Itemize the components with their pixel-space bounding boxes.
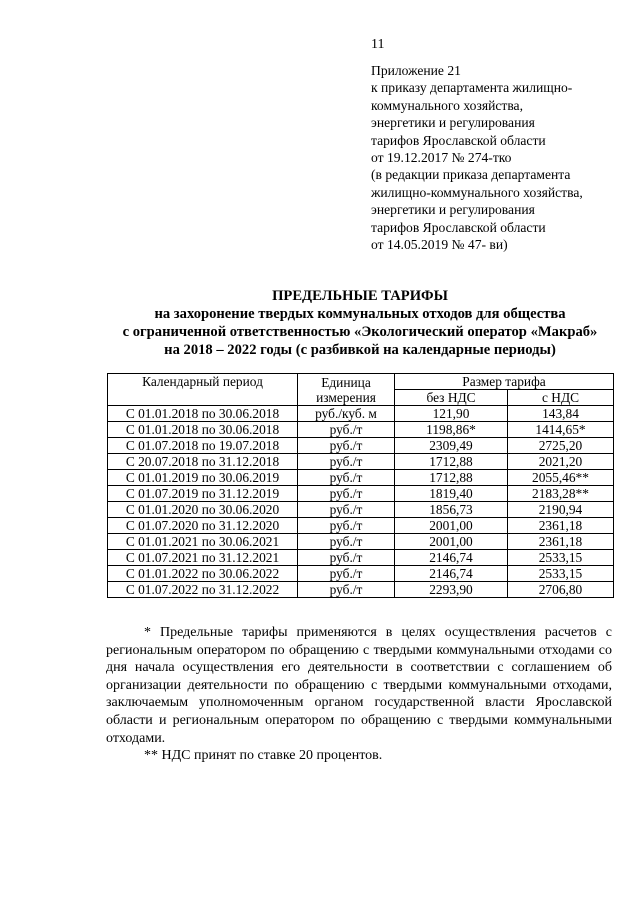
cell-with-vat: 2361,18 bbox=[508, 518, 614, 534]
table-row bbox=[108, 486, 614, 502]
header-with-vat: с НДС bbox=[508, 390, 614, 406]
cell-unit: руб./т bbox=[298, 566, 395, 582]
appendix-line: от 19.12.2017 № 274-тко bbox=[371, 150, 512, 166]
header-without-vat: без НДС bbox=[395, 390, 508, 406]
tariff-rows bbox=[108, 406, 614, 598]
appendix-line: коммунального хозяйства, bbox=[371, 97, 523, 113]
appendix-line: (в редакции приказа департамента bbox=[371, 167, 571, 183]
cell-with-vat: 2361,18 bbox=[508, 534, 614, 550]
cell-without-vat: 1712,88 bbox=[395, 454, 508, 470]
cell-with-vat: 2190,94 bbox=[508, 502, 614, 518]
cell-without-vat: 2001,00 bbox=[395, 534, 508, 550]
footnotes bbox=[106, 624, 612, 765]
appendix-line: от 14.05.2019 № 47- ви) bbox=[371, 237, 508, 253]
cell-without-vat: 2146,74 bbox=[395, 550, 508, 566]
cell-unit: руб./т bbox=[298, 422, 395, 438]
table-row bbox=[108, 550, 614, 566]
cell-unit: руб./куб. м bbox=[298, 406, 395, 422]
cell-unit: руб./т bbox=[298, 438, 395, 454]
appendix-line: тарифов Ярославской области bbox=[371, 132, 546, 148]
cell-period: С 01.07.2019 по 31.12.2019 bbox=[108, 486, 298, 502]
table-row bbox=[108, 470, 614, 486]
cell-with-vat: 143,84 bbox=[508, 406, 614, 422]
title-line: ПРЕДЕЛЬНЫЕ ТАРИФЫ bbox=[272, 288, 448, 304]
footnote-1: * Предельные тарифы применяются в целях осуществления расчетов с региональным оператором по обращению с твердыми коммунальными отходами со дня начала осуществления его деятельности в соответствии с соглашением об организации деятельности по обращению с твердыми коммунальными отходами, заключаемым уполномоченным органом государственной власти Ярославской области и региональным оператором по обращению с твердыми коммунальными отходами. bbox=[106, 625, 612, 746]
page-number: 11 bbox=[371, 37, 385, 52]
cell-period: С 01.07.2018 по 19.07.2018 bbox=[108, 438, 298, 454]
cell-unit: руб./т bbox=[298, 470, 395, 486]
table-row bbox=[108, 422, 614, 438]
cell-without-vat: 2146,74 bbox=[395, 566, 508, 582]
cell-period: С 01.07.2021 по 31.12.2021 bbox=[108, 550, 298, 566]
cell-with-vat: 2021,20 bbox=[508, 454, 614, 470]
header-period: Календарный период bbox=[108, 374, 298, 406]
cell-with-vat: 2055,46** bbox=[508, 470, 614, 486]
cell-with-vat: 2183,28** bbox=[508, 486, 614, 502]
footnote-2: ** НДС принят по ставке 20 процентов. bbox=[144, 748, 383, 764]
cell-period: С 20.07.2018 по 31.12.2018 bbox=[108, 454, 298, 470]
cell-with-vat: 1414,65* bbox=[508, 422, 614, 438]
subtitle-line: с ограниченной ответственностью «Экологический оператор «Макраб» bbox=[122, 324, 598, 340]
appendix-reference bbox=[371, 62, 631, 253]
header-unit: Единица измерения bbox=[298, 374, 395, 406]
cell-unit: руб./т bbox=[298, 518, 395, 534]
appendix-line: энергетики и регулирования bbox=[371, 202, 535, 218]
cell-period: С 01.01.2018 по 30.06.2018 bbox=[108, 406, 298, 422]
cell-without-vat: 2293,90 bbox=[395, 582, 508, 598]
table-row bbox=[108, 502, 614, 518]
table-row bbox=[108, 454, 614, 470]
cell-with-vat: 2533,15 bbox=[508, 550, 614, 566]
cell-with-vat: 2706,80 bbox=[508, 582, 614, 598]
cell-unit: руб./т bbox=[298, 502, 395, 518]
cell-unit: руб./т bbox=[298, 486, 395, 502]
tariff-table bbox=[107, 373, 614, 598]
cell-with-vat: 2533,15 bbox=[508, 566, 614, 582]
cell-with-vat: 2725,20 bbox=[508, 438, 614, 454]
cell-period: С 01.07.2020 по 31.12.2020 bbox=[108, 518, 298, 534]
table-row bbox=[108, 534, 614, 550]
cell-without-vat: 1712,88 bbox=[395, 470, 508, 486]
table-row bbox=[108, 566, 614, 582]
cell-without-vat: 2309,49 bbox=[395, 438, 508, 454]
cell-without-vat: 2001,00 bbox=[395, 518, 508, 534]
document-title bbox=[90, 287, 630, 359]
appendix-line: жилищно-коммунального хозяйства, bbox=[371, 184, 583, 200]
cell-period: С 01.01.2018 по 30.06.2018 bbox=[108, 422, 298, 438]
cell-unit: руб./т bbox=[298, 534, 395, 550]
cell-period: С 01.01.2019 по 30.06.2019 bbox=[108, 470, 298, 486]
appendix-line: Приложение 21 bbox=[371, 63, 461, 78]
header-tariff: Размер тарифа bbox=[395, 374, 614, 390]
cell-period: С 01.01.2022 по 30.06.2022 bbox=[108, 566, 298, 582]
table-row bbox=[108, 406, 614, 422]
cell-without-vat: 1856,73 bbox=[395, 502, 508, 518]
subtitle-line: на 2018 – 2022 годы (с разбивкой на календарные периоды) bbox=[164, 342, 556, 358]
cell-without-vat: 121,90 bbox=[395, 406, 508, 422]
cell-period: С 01.07.2022 по 31.12.2022 bbox=[108, 582, 298, 598]
cell-unit: руб./т bbox=[298, 454, 395, 470]
cell-period: С 01.01.2021 по 30.06.2021 bbox=[108, 534, 298, 550]
cell-unit: руб./т bbox=[298, 550, 395, 566]
table-row bbox=[108, 518, 614, 534]
table-row bbox=[108, 438, 614, 454]
appendix-line: энергетики и регулирования bbox=[371, 115, 535, 131]
appendix-line: тарифов Ярославской области bbox=[371, 219, 546, 235]
cell-period: С 01.01.2020 по 30.06.2020 bbox=[108, 502, 298, 518]
cell-without-vat: 1819,40 bbox=[395, 486, 508, 502]
table-row bbox=[108, 582, 614, 598]
cell-unit: руб./т bbox=[298, 582, 395, 598]
appendix-line: к приказу департамента жилищно- bbox=[371, 80, 573, 96]
cell-without-vat: 1198,86* bbox=[395, 422, 508, 438]
subtitle-line: на захоронение твердых коммунальных отходов для общества bbox=[154, 306, 566, 322]
